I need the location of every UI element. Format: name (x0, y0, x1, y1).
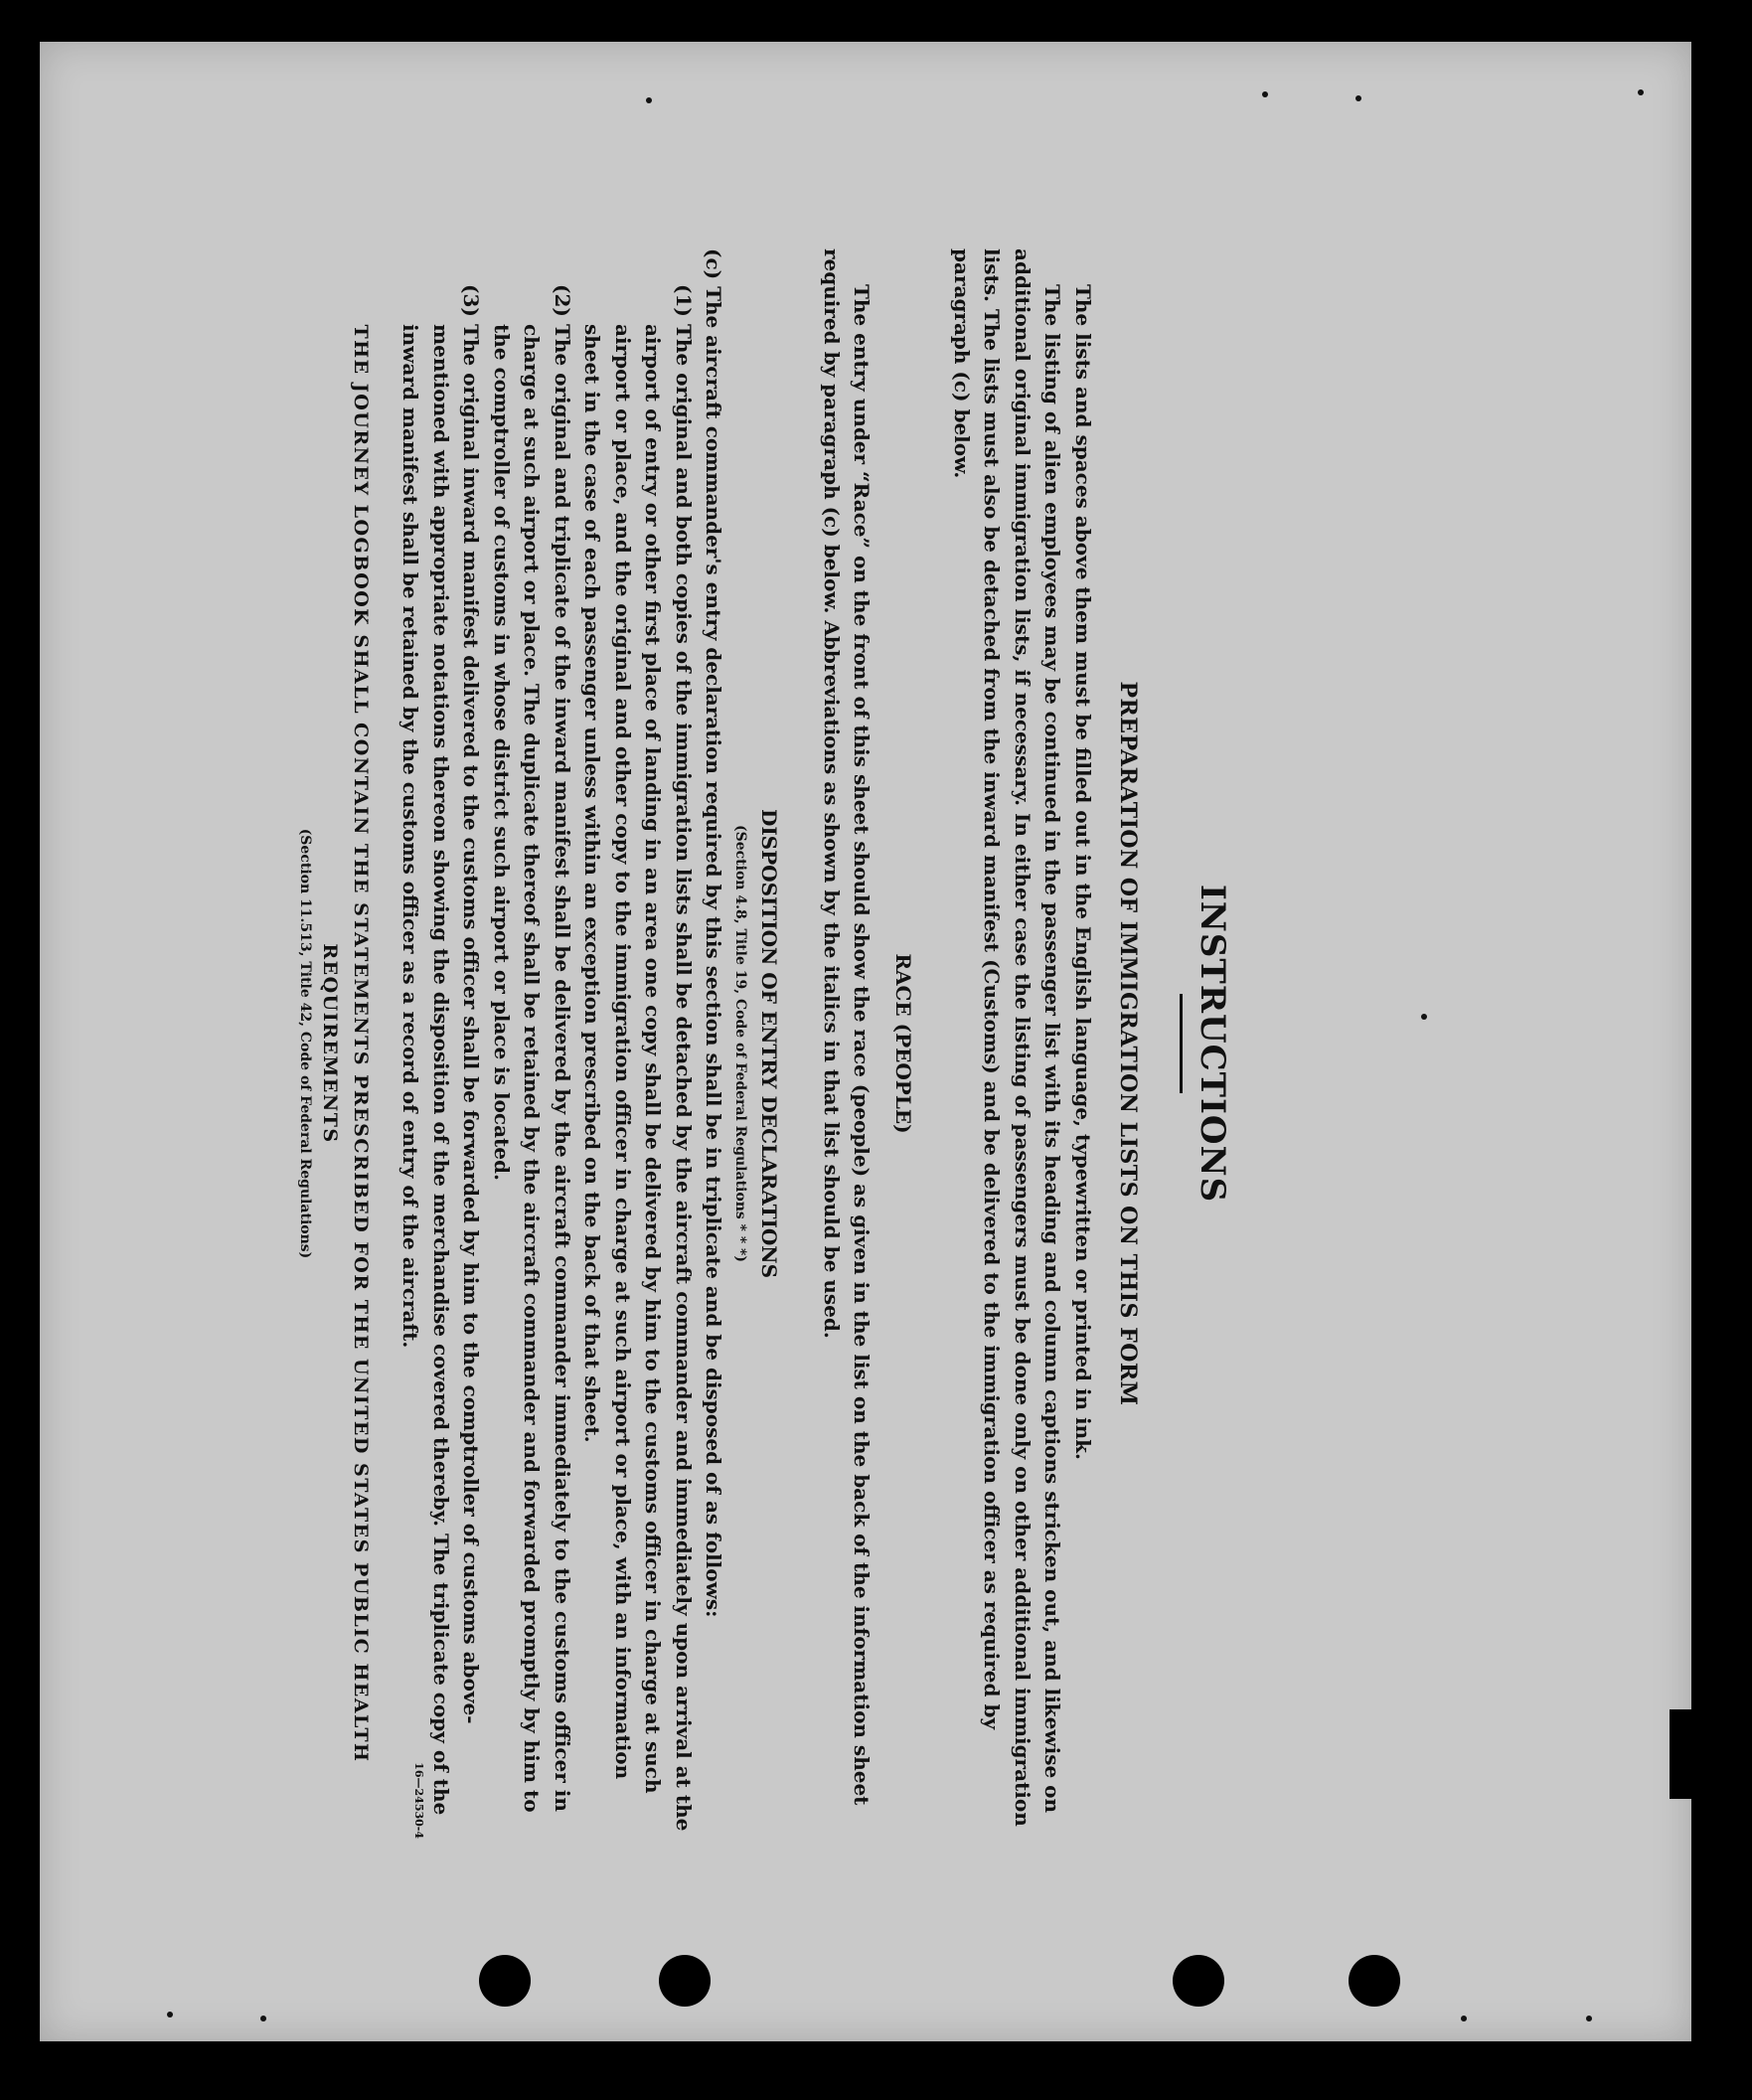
footer-citation: (Section 11.513, Title 42, Code of Federal Regulations) (297, 828, 313, 1259)
form-number: 16—24530-4 (412, 1762, 425, 1839)
speck (1461, 2016, 1467, 2021)
speck (167, 2012, 173, 2018)
item-text: The original and triplicate of the inward manifest shall be delivered by the aircraft commander immediately to the customs officer in charge at such airport or place. The duplicate thereof shall be retained by the aircraft commander and forwarded promptly by him to the comptroller of customs in whose district such airport or place is located. (490, 324, 574, 1813)
speck (1586, 2016, 1592, 2021)
race-paragraph: The entry under “Race” on the front of this sheet should show the race (people) as given in the list on the back of the information sheet required by paragraph (c) below. Abbreviations as shown by the italics in that list should be used. (820, 248, 875, 1806)
preparation-paragraph-1: The lists and spaces above them must be filled out in the English language, typewritten or printed in ink. (1071, 284, 1095, 1460)
punch-hole (659, 1955, 711, 2007)
title-rule (1180, 994, 1183, 1093)
speck (260, 2016, 266, 2021)
item-text: The original and both copies of the immigration lists shall be detached by the aircraft commander and immediately upon arrival at the airport of entry or other first place of landing in an area one copy shall be delivered by him to the customs officer in charge at such airport or place, and the original and other copy to the immigration officer in charge at such airport or place, with an information sheet in the case of each passenger unless within an exception prescribed on the back of that sheet. (580, 324, 696, 1832)
race-heading: RACE (PEOPLE) (891, 953, 916, 1134)
item-number: (2) (551, 284, 574, 317)
disposition-item (487, 284, 578, 1839)
disposition-heading: DISPOSITION OF ENTRY DECLARATIONS (757, 808, 782, 1279)
punch-hole (1349, 1955, 1400, 2007)
disposition-item (396, 284, 487, 1839)
speck (1638, 89, 1644, 95)
rotated-instructions (119, 248, 1292, 1839)
speck (1355, 95, 1361, 101)
preparation-paragraph-2: The listing of alien employees may be continued in the passenger list with its heading and column captions stricken out, and likewise on additional original immigration lists, if necessary. In either case the listing of passengers must be done only on other additional immigration lists. The lists must also be detached from the inward manifest (Customs) and be delivered to the immigration officer as required by paragraph (c) below. (950, 248, 1065, 1827)
disposition-intro: (c) The aircraft commander's entry declaration required by this section shall be in triplicate and be disposed of as follows: (702, 248, 726, 1618)
speck (1262, 91, 1268, 97)
preparation-heading: PREPARATION OF IMMIGRATION LISTS ON THIS FORM (1115, 681, 1141, 1406)
speck (1421, 1014, 1427, 1020)
speck (646, 97, 652, 103)
punch-hole (479, 1955, 531, 2007)
page-edge-tab (1670, 1709, 1701, 1799)
document-title: INSTRUCTIONS (1193, 884, 1232, 1204)
footer (295, 248, 425, 1839)
item-number: (3) (459, 284, 484, 317)
footer-statement: THE JOURNEY LOGBOOK SHALL CONTAIN THE STATEMENTS PRESCRIBED FOR THE UNITED STATES PUBLIC HEALTH REQUIREMENTS (319, 324, 372, 1763)
disposition-item (577, 284, 699, 1839)
disposition-citation: (Section 4.8, Title 19, Code of Federal Regulations * * *) (732, 825, 749, 1262)
punch-hole (1173, 1955, 1224, 2007)
item-text: The original inward manifest delivered to the customs officer shall be forwarded by him to the comptroller of customs above-mentioned with appropriate notations thereon showing the disposition of the merchandise covered thereby. The triplicate copy of the inward manifest shall be retained by the customs officer as a record of entry of the aircraft. (398, 324, 484, 1816)
item-number: (1) (672, 284, 696, 317)
